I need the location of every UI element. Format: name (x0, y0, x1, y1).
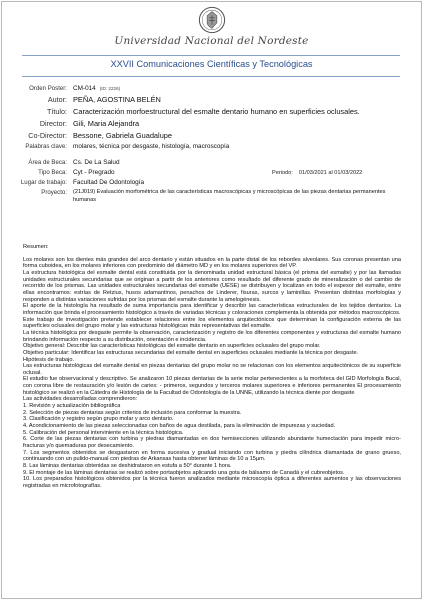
orden-code: CM-014 (73, 85, 96, 92)
header-rule-top (22, 55, 400, 56)
area-value: Cs. De La Salud (73, 159, 120, 166)
autor-value: PEÑA, AGOSTINA BELÉN (73, 95, 161, 104)
abstract-heading: Resumen: (23, 244, 49, 250)
proyecto-label: Proyecto: (41, 189, 67, 196)
orden-value (73, 84, 120, 94)
tipo-label: Tipo Beca: (38, 169, 67, 176)
page-header (0, 6, 423, 47)
tipo-row (0, 168, 423, 178)
abstract-paragraph: Objetivo general: Describir las características histológicas del esmalte dentario en superficies oclusales del grupo molar. (23, 343, 321, 350)
abstract-paragraph: 6. Corte de las piezas dentarias con turbina y piedras diamantadas en dos hemisecciones utilizando abundante humectación para impedir micro-fracturas y/o quemaduras por desecamiento. (23, 436, 401, 450)
abstract-paragraph: La técnica histológica por desgaste permite la observación, caracterización y registro de los diferentes componentes y estructuras del esmalte humano brindando información respecto a su distribución, orientación e incidencia. (23, 329, 401, 343)
palabras-label: Palabras clave: (25, 143, 67, 150)
abstract-paragraph: La estructura histológica del esmalte dental está constituida por la denominada unidad estructural básica (el prisma del esmalte) y por las llamadas unidades estructurales secundarias que se originan a partir de los anteriores como resultado del diferente grado de mineralización o del cambio de recorrido de los prismas. Las unidades estructurales secundarias del esmalte (UESE) se distribuyen y localizan en todo el espesor del esmalte, entre ellas encontramos: estrías de Retzius, husos adamantinos, penachos de Linderer, fisuras, surcos y laminillas. Presentan distintas morfologías y responden a distintas variaciones sufridas por los prismas del esmalte durante la amelogénesis. (23, 269, 401, 303)
autor-label: Autor: (47, 95, 67, 104)
abstract-paragraph: 7. Los segmentos obtenidos se desgastaron en forma sucesiva y gradual iniciando con turbina y piedra cilíndrica diamantada de grano grueso, continuando con un pulido-manual con piedras de Arkansas hasta obtener láminas de 10 a 15µm. (23, 449, 401, 463)
abstract-paragraph: 5. Calibración del personal interviniente en la técnica histológica. (23, 429, 184, 436)
periodo-label: Periodo: (272, 170, 293, 176)
header-rule-bottom (22, 76, 400, 77)
lugar-value: Facultad De Odontología (73, 179, 145, 186)
conference-title: XXVII Comunicaciones Científicas y Tecnológicas (110, 59, 313, 69)
abstract-paragraph: El estudio fue observacional y descriptivo. Se analizaron 10 piezas dentarias de la serie molar pertenecientes a la morfoteca del GID Morfología Bucal, con corona libre de restauración y/o lesión de caries: - primeros, segundos y terceros molares superiores e inferiores permanentes El procesamiento histológico se realizó en la Cátedra de Histología de la Facultad de Odontología de la UNNE, utilizando la técnica diente por desgaste (23, 376, 401, 396)
abstract-paragraph: 9. El montaje de las láminas dentarias se realizó sobre portaobjetos aplicando una gota de bálsamo de Canadá y el cubreobjetos. (23, 469, 345, 476)
director-label: Director: (39, 119, 67, 128)
lugar-label: Lugar de trabajo: (20, 179, 67, 186)
abstract-paragraph: 4. Acondicionamiento de las piezas seleccionadas con baños de agua destilada, para la eliminación de impurezas y suciedad. (23, 423, 336, 430)
codirector-value: Bessone, Gabriela Guadalupe (73, 131, 173, 140)
abstract-paragraph: Las actividades desarrolladas comprendieron: (23, 396, 138, 403)
director-value: Gili, Maria Alejandra (73, 119, 140, 128)
university-name: Universidad Nacional del Nordeste (114, 35, 309, 47)
periodo-value: 01/03/2021 al 01/03/2022 (298, 170, 363, 176)
abstract-paragraph: Objetivo particular: Identificar las estructuras secundarias del esmalte dental en superficies oclusales mediante la técnica por desgaste. (23, 349, 359, 356)
abstract-paragraph: Este trabajo de investigación pretende establecer relaciones entre los elementos arquitectónicos que determinan la configuración externa de las superficies oclusales del grupo molar y las estructuras histológicas más representativas del esmalte. (23, 316, 401, 330)
palabras-value: molares, técnica por desgaste, histología, macroscopía (73, 143, 230, 150)
university-crest-icon (198, 6, 226, 34)
titulo-value: Caracterización morfoestructural del esmalte dentario humano en superficies oclusales. (73, 107, 360, 116)
periodo (272, 168, 368, 178)
orden-label: Orden Poster: (29, 85, 67, 92)
abstract-body (23, 244, 401, 490)
abstract-paragraph: El aporte de la histología ha resultado de suma importancia para identificar y describir las características estructurales de los tejidos dentarios. La información que brinda el procesamiento histológico a través de variadas técnicas y coloraciones complementa la obtenida por métodos macroscópicos. (23, 303, 401, 316)
abstract-paragraph: Los molares son los dientes más grandes del arco dentario y están situados en la parte distal de los rebordes alveolares. Sus coronas presentan una forma cuboidea, en los molares inferiores con predominio del diámetro MD y en los molares superiores del VP. (23, 256, 401, 270)
abstract-paragraph: Las estructuras histológicas del esmalte dental en piezas dentarias del grupo molar no se relacionan con los elementos arquitectónicos de su superficie oclusal. (23, 363, 401, 376)
abstract-paragraph: 3. Clasificación y registro según grupo molar y arco dentario. (23, 416, 174, 423)
orden-id: (ID: 2226) (99, 86, 121, 91)
abstract-paragraph: 2. Selección de piezas dentarias según criterios de inclusión para conformar la muestra. (23, 409, 242, 416)
codirector-label: Co-Director: (28, 131, 67, 140)
abstract-paragraph: 8. Las láminas dentarias obtenidas se deshidrataron en estufa a 50° durante 1 hora. (23, 463, 232, 469)
abstract-paragraph: Hipótesis de trabajo. (23, 356, 74, 363)
tipo-value: Cyt - Pregrado (73, 169, 115, 176)
abstract-paragraph: 10. Los preparados histológicos obtenidos por la técnica fueron analizados mediante microscopía óptica a diferentes aumentos y las observaciones registradas en microfotografías. (23, 476, 401, 489)
area-label: Área de Beca: (28, 159, 67, 166)
abstract-paragraph: 1. Revisión y actualización bibliográfica (23, 403, 121, 410)
titulo-label: Título: (47, 107, 67, 116)
proyecto-value: (21J019) Evaluación morfométrica de las características macroscópicas y microscópicas de las piezas dentarias permanentes humanas (73, 189, 386, 204)
